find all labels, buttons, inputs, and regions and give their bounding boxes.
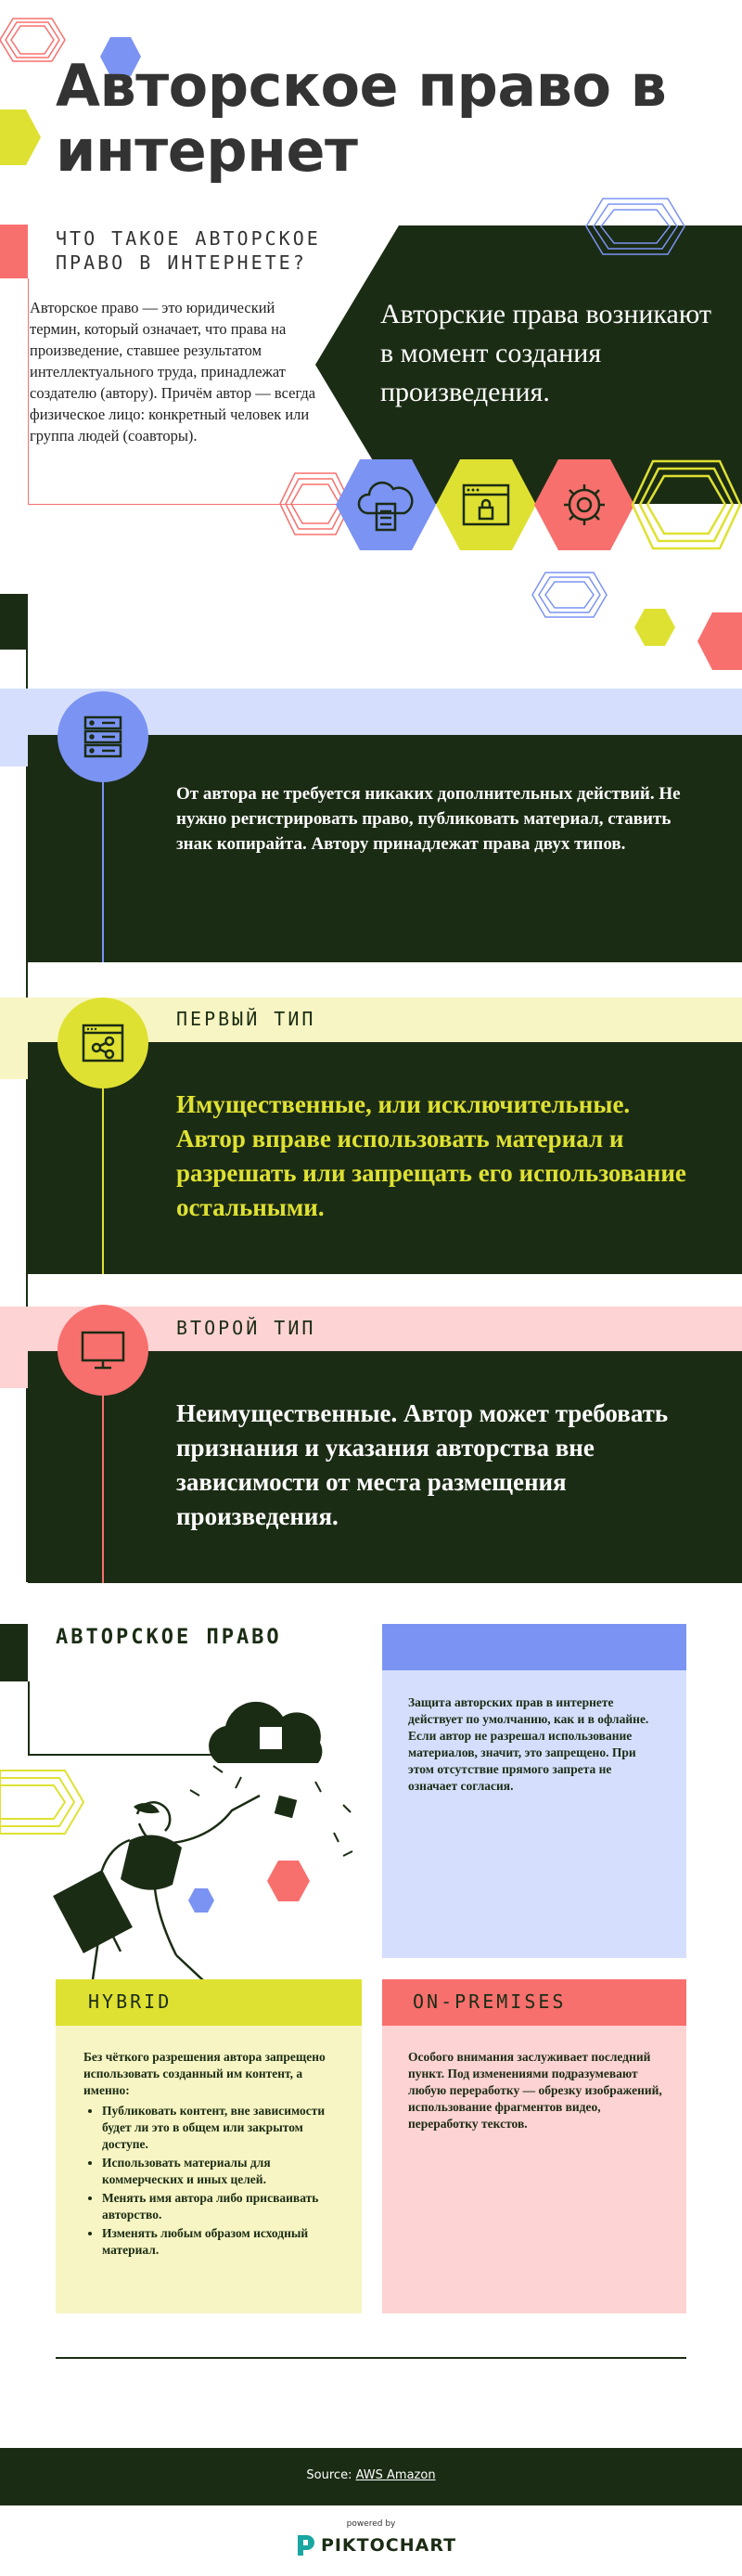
copyright-box-top xyxy=(382,1624,686,1670)
decor-blue-hexagon-outlines xyxy=(584,197,686,256)
cloud-icon xyxy=(209,1702,322,1763)
type1-text: Имущественные, или исключительные. Автор вправе использовать материал и разрешать или запрещать его использование остальными. xyxy=(176,1090,686,1221)
decor-yellow-hexagon xyxy=(0,109,41,165)
decor-red-hexagon-small xyxy=(697,612,742,670)
monitor-icon xyxy=(58,1305,148,1396)
intro-text: Авторское право — это юридический термин, который означает, что права на произведение, ставшее результатом интеллектуального труда, принадлежат создателю (автору). Причём автор — всегда физическое лицо: конкретный человек или группа людей (соавторы). xyxy=(30,299,316,444)
server-icon xyxy=(58,691,148,782)
hybrid-intro: Без чёткого разрешения автора запрещено использовать созданный им контент, а именно: xyxy=(83,2050,326,2097)
divider xyxy=(56,2357,686,2359)
type2-line xyxy=(102,1392,104,1583)
intro-heading: ЧТО ТАКОЕ АВТОРСКОЕ ПРАВО В ИНТЕРНЕТЕ? xyxy=(56,227,321,274)
type2-label: ВТОРОЙ ТИП xyxy=(176,1317,316,1339)
cloud-server-icon xyxy=(336,459,436,550)
decor-blue-hexagon-outlines-small xyxy=(531,571,608,619)
list-item: • Публиковать контент, вне зависимости будет ли это в общем или закрытом доступе. xyxy=(102,2103,339,2153)
type2-text: Неимущественные. Автор может требовать признания и указания авторства вне зависимости от места размещения произведения. xyxy=(176,1399,669,1530)
browser-share-icon xyxy=(58,998,148,1088)
type1-line xyxy=(102,1086,104,1274)
copyright-heading-rule xyxy=(28,1681,30,1756)
copyright-left-dark-bar xyxy=(0,1624,28,1681)
hybrid-content xyxy=(83,2049,339,2260)
gear-icon xyxy=(534,459,634,550)
footer-source xyxy=(0,2468,742,2482)
decor-yellow-hexagon-outlines xyxy=(631,459,742,550)
left-dark-edge-bar xyxy=(0,594,28,650)
browser-lock-icon xyxy=(436,459,536,550)
source-link[interactable]: AWS Amazon xyxy=(355,2468,436,2482)
band-light-red-left xyxy=(0,1351,28,1388)
source-label: Source: xyxy=(306,2468,352,2482)
brand-name: PIKTOCHART xyxy=(320,2535,457,2556)
page-title: Авторское право в интернет xyxy=(56,52,667,185)
copyright-box-text: Защита авторских прав в интернете действует по умолчанию, как и в офлайне. Если автор не разрешал использование материалов, значит, это запрещено. При этом отсутствие прямого запрета не означает согласия. xyxy=(408,1695,649,1793)
section-intro-line xyxy=(102,779,104,962)
piktochart-icon xyxy=(295,2533,315,2557)
band-light-yellow-left xyxy=(0,1042,28,1079)
band-light-blue-left xyxy=(0,735,28,766)
decor-yellow-hexagon-small xyxy=(634,609,675,646)
hybrid-label: HYBRID xyxy=(88,1990,173,2013)
type1-label: ПЕРВЫЙ ТИП xyxy=(176,1008,316,1030)
person-illustration xyxy=(37,1684,380,1981)
section-intro-text: От автора не требуется никаких дополнительных действий. Не нужно регистрировать право, публиковать материал, ставить знак копирайта. Автору принадлежат права двух типов. xyxy=(176,784,681,854)
list-item: • Менять имя автора либо присваивать авторство. xyxy=(102,2190,339,2223)
onprem-label: ON-PREMISES xyxy=(413,1990,567,2013)
copyright-heading: АВТОРСКОЕ ПРАВО xyxy=(56,1626,282,1649)
onprem-text: Особого внимания заслуживает последний пункт. Под изменениями подразумевают любую переработку — обрезку изображений, использование фрагментов видео, переработку текстов. xyxy=(408,2050,662,2131)
piktochart-logo[interactable] xyxy=(283,2531,468,2559)
list-item: • Изменять любым образом исходный материал. xyxy=(102,2225,339,2259)
intro-quote: Авторские права возникают в момент создания произведения. xyxy=(380,299,711,407)
powered-by: powered by xyxy=(346,2519,396,2529)
intro-red-accent-bar xyxy=(0,225,28,278)
list-item: • Использовать материалы для коммерческих и иных целей. xyxy=(102,2155,339,2188)
hybrid-list xyxy=(83,2103,339,2259)
